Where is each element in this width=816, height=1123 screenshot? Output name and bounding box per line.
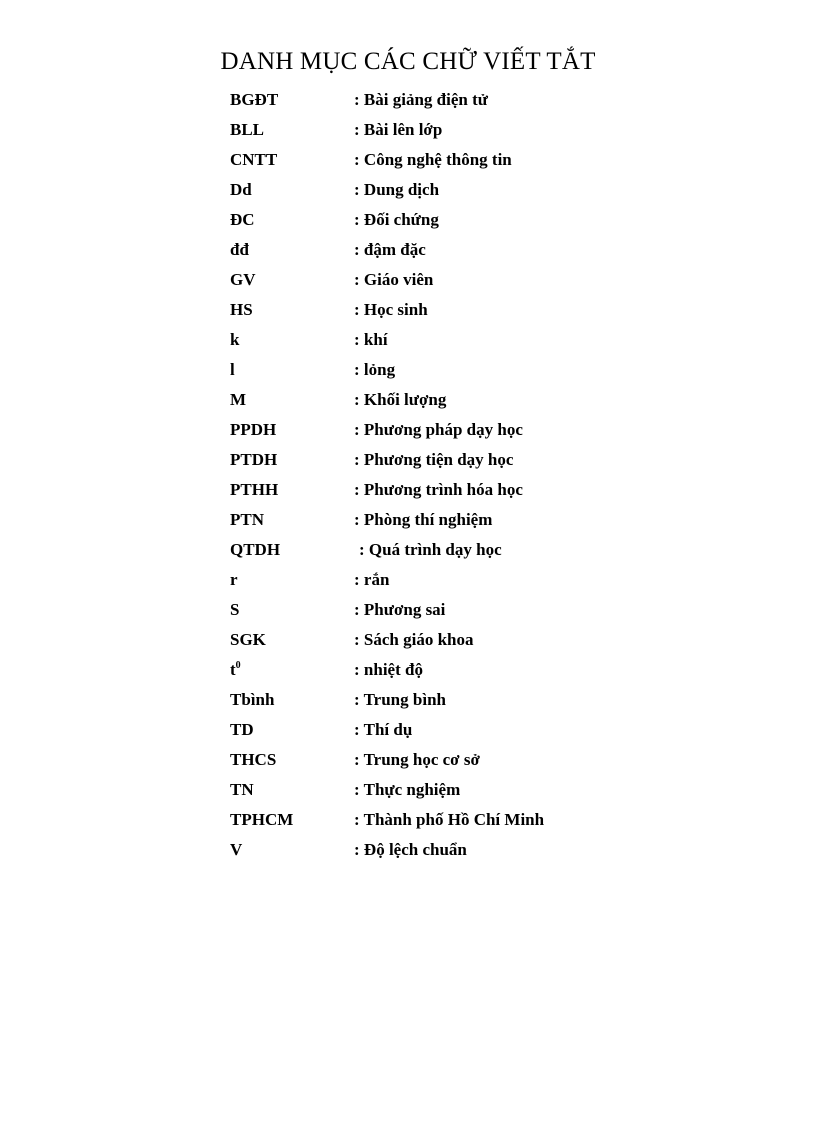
meaning: : Thí dụ (354, 720, 413, 739)
abbreviation (230, 655, 241, 685)
list-item (230, 715, 650, 745)
list-item (230, 145, 650, 175)
meaning: : rắn (354, 570, 390, 589)
list-item (230, 85, 650, 115)
abbreviation-base: t (230, 660, 236, 679)
meaning: : Phương trình hóa học (354, 480, 523, 499)
abbreviation: đđ (230, 240, 249, 259)
abbreviation: THCS (230, 750, 277, 769)
list-item (230, 805, 650, 835)
meaning: : đậm đặc (354, 240, 426, 259)
meaning: : Phương tiện dạy học (354, 450, 514, 469)
abbreviation: TPHCM (230, 810, 294, 829)
abbreviation: r (230, 570, 238, 589)
abbreviation: PTHH (230, 480, 279, 499)
abbreviation: PTN (230, 510, 264, 529)
abbreviation: SGK (230, 630, 266, 649)
meaning: : Đối chứng (354, 210, 439, 229)
list-item (230, 625, 650, 655)
meaning: : Bài giảng điện tử (354, 90, 488, 109)
list-item (230, 415, 650, 445)
list-item (230, 565, 650, 595)
abbreviation: BGĐT (230, 90, 279, 109)
list-item (230, 775, 650, 805)
list-item (230, 175, 650, 205)
abbreviation: M (230, 390, 247, 409)
page-title: DANH MỤC CÁC CHỮ VIẾT TẮT (220, 48, 596, 75)
meaning: : Độ lệch chuẩn (354, 840, 467, 859)
abbreviation-list (230, 85, 650, 865)
meaning: : Phương pháp dạy học (354, 420, 523, 439)
list-item (230, 505, 650, 535)
abbreviation: TD (230, 720, 254, 739)
abbreviation: V (230, 840, 243, 859)
abbreviation: HS (230, 300, 253, 319)
abbreviation: l (230, 360, 235, 379)
meaning: : Quá trình dạy học (359, 540, 502, 559)
meaning: : Sách giáo khoa (354, 630, 474, 649)
list-item (230, 205, 650, 235)
abbreviation: PTDH (230, 450, 278, 469)
meaning: : Phương sai (354, 600, 446, 619)
meaning: : nhiệt độ (354, 660, 423, 679)
meaning: : Giáo viên (354, 270, 434, 289)
list-item (230, 295, 650, 325)
list-item (230, 325, 650, 355)
list-item (230, 595, 650, 625)
list-item (230, 445, 650, 475)
abbreviation: k (230, 330, 240, 349)
meaning: : Bài lên lớp (354, 120, 443, 139)
meaning: : Thực nghiệm (354, 780, 461, 799)
list-item (230, 535, 650, 565)
list-item (230, 655, 650, 685)
meaning: : Dung dịch (354, 180, 440, 199)
meaning: : Phòng thí nghiệm (354, 510, 493, 529)
meaning: : khí (354, 330, 388, 349)
abbreviation: TN (230, 780, 254, 799)
list-item (230, 685, 650, 715)
abbreviation-superscript: 0 (235, 660, 241, 671)
meaning: : Công nghệ thông tin (354, 150, 512, 169)
list-item (230, 475, 650, 505)
abbreviation: PPDH (230, 420, 277, 439)
abbreviation: BLL (230, 120, 265, 139)
abbreviation: GV (230, 270, 256, 289)
list-item (230, 385, 650, 415)
abbreviation: QTDH (230, 540, 281, 559)
abbreviation: Tbình (230, 690, 275, 709)
meaning: : Học sinh (354, 300, 428, 319)
list-item (230, 835, 650, 865)
abbreviation: Dd (230, 180, 252, 199)
meaning: : Trung bình (354, 690, 446, 709)
meaning: : Trung học cơ sở (354, 750, 480, 769)
abbreviation: S (230, 600, 240, 619)
list-item (230, 745, 650, 775)
list-item (230, 265, 650, 295)
list-item (230, 115, 650, 145)
meaning: : Khối lượng (354, 390, 447, 409)
list-item (230, 235, 650, 265)
meaning: : lỏng (354, 360, 396, 379)
abbreviation: ĐC (230, 210, 255, 229)
abbreviation: CNTT (230, 150, 278, 169)
list-item (230, 355, 650, 385)
meaning: : Thành phố Hồ Chí Minh (354, 810, 545, 829)
